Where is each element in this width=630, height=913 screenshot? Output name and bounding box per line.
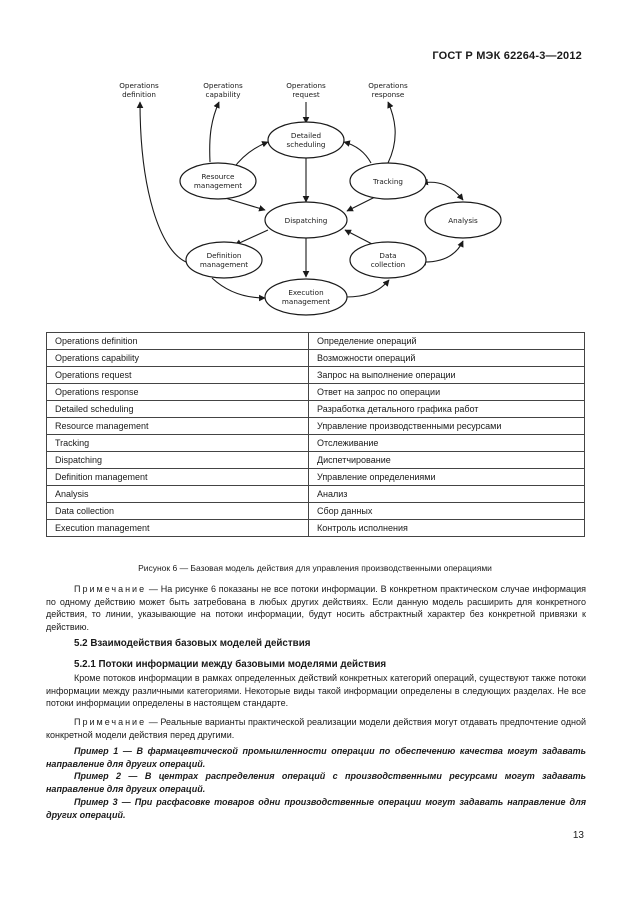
top-label-operations-response xyxy=(368,81,408,99)
note-1-label: Примечание xyxy=(74,584,147,594)
figure-caption: Рисунок 6 — Базовая модель действия для управления производственными операциями xyxy=(138,563,492,573)
table-row xyxy=(47,367,585,384)
svg-text:request: request xyxy=(292,90,320,99)
node-label-analysis xyxy=(448,216,478,225)
svg-text:collection: collection xyxy=(370,260,406,269)
term-english: Execution management xyxy=(47,520,309,537)
note-2-text: — Реальные варианты практической реализации модели действия могут отдавать предпочтение одной конкретной модели действия перед другими. xyxy=(46,717,586,740)
top-label-operations-request xyxy=(286,81,326,99)
table-row xyxy=(47,469,585,486)
svg-text:Operations: Operations xyxy=(203,81,243,90)
note-1-text: — На рисунке 6 показаны не все потоки информации. В конкретном практическом случае информация по одному действию может быть затребована в любых других действиях. Если данную модель расширить для конкретного действия, то линии, указывающие на потоки информации, будут носить абстрактный характер без конкретной привязки к действию. xyxy=(46,584,586,632)
arrow-tracking-analysis xyxy=(422,182,463,200)
table-row xyxy=(47,333,585,350)
section-5-2-1-heading: 5.2.1 Потоки информации между базовыми моделями действия xyxy=(74,659,387,670)
glossary-table xyxy=(46,332,585,537)
term-english: Operations response xyxy=(47,384,309,401)
arrow-tracking-to-dispatching xyxy=(347,197,375,211)
note-2 xyxy=(46,716,586,741)
svg-text:Tracking: Tracking xyxy=(373,177,403,186)
table-row xyxy=(47,452,585,469)
table-row xyxy=(47,520,585,537)
svg-text:Execution: Execution xyxy=(288,288,324,297)
table-row xyxy=(47,401,585,418)
term-english: Operations definition xyxy=(47,333,309,350)
table-row xyxy=(47,384,585,401)
term-russian: Управление производственными ресурсами xyxy=(309,418,585,435)
term-english: Analysis xyxy=(47,486,309,503)
term-english: Tracking xyxy=(47,435,309,452)
term-russian: Управление определениями xyxy=(309,469,585,486)
page-number: 13 xyxy=(572,830,584,841)
svg-text:Dispatching: Dispatching xyxy=(284,216,328,225)
node-label-dispatching xyxy=(285,216,328,225)
arrow-tracking-to-scheduling xyxy=(344,142,371,163)
term-english: Dispatching xyxy=(47,452,309,469)
svg-text:Operations: Operations xyxy=(286,81,326,90)
svg-text:Operations: Operations xyxy=(119,81,159,90)
term-russian: Контроль исполнения xyxy=(309,520,585,537)
example-3: Пример 3 — При расфасовке товаров одни производственные операции могут задавать направление для других операций. xyxy=(46,797,586,820)
term-russian: Сбор данных xyxy=(309,503,585,520)
example-2: Пример 2 — В центрах распределения операций с производственными ресурсами могут задавать направление для других операций. xyxy=(46,771,586,794)
svg-text:definition: definition xyxy=(122,90,156,99)
arrow-tracking-to-operations-response xyxy=(388,102,395,163)
example-1: Пример 1 — В фармацевтической промышленности операции по обеспечению качества могут задавать направление для других операций. xyxy=(46,746,586,769)
arrow-definition-to-operations-definition xyxy=(140,102,186,262)
section-5-2-heading: 5.2 Взаимодействия базовых моделей действия xyxy=(74,638,311,649)
term-english: Resource management xyxy=(47,418,309,435)
table-row xyxy=(47,503,585,520)
term-russian: Анализ xyxy=(309,486,585,503)
svg-text:Operations: Operations xyxy=(368,81,408,90)
top-label-operations-capability xyxy=(203,81,243,99)
note-1 xyxy=(46,583,586,633)
term-russian: Возможности операций xyxy=(309,350,585,367)
svg-text:management: management xyxy=(199,260,249,269)
term-russian: Ответ на запрос по операции xyxy=(309,384,585,401)
arrow-definition-to-execution xyxy=(212,278,265,298)
term-russian: Запрос на выполнение операции xyxy=(309,367,585,384)
svg-text:management: management xyxy=(193,181,243,190)
node-label-tracking xyxy=(372,177,403,186)
arrow-execution-to-collection xyxy=(346,280,389,297)
term-russian: Диспетчирование xyxy=(309,452,585,469)
top-label-operations-definition xyxy=(119,81,159,99)
svg-text:Data: Data xyxy=(379,251,397,260)
operations-activity-diagram xyxy=(0,0,630,320)
note-2-label: Примечание xyxy=(74,717,147,727)
arrow-resource-to-dispatching xyxy=(225,198,265,210)
table-row xyxy=(47,435,585,452)
term-english: Detailed scheduling xyxy=(47,401,309,418)
svg-text:Detailed: Detailed xyxy=(290,131,322,140)
table-row xyxy=(47,418,585,435)
table-row xyxy=(47,350,585,367)
node-label-detailed-scheduling xyxy=(287,131,326,149)
svg-text:management: management xyxy=(281,297,331,306)
svg-text:response: response xyxy=(371,90,405,99)
term-english: Data collection xyxy=(47,503,309,520)
term-english: Definition management xyxy=(47,469,309,486)
node-label-execution-management xyxy=(282,288,330,306)
arrow-dispatching-to-definition xyxy=(235,230,268,245)
svg-text:Definition: Definition xyxy=(206,251,242,260)
arrow-collection-to-dispatching xyxy=(345,230,374,245)
svg-text:Resource: Resource xyxy=(201,172,235,181)
svg-text:scheduling: scheduling xyxy=(286,140,326,149)
term-english: Operations capability xyxy=(47,350,309,367)
term-russian: Определение операций xyxy=(309,333,585,350)
svg-text:capability: capability xyxy=(205,90,241,99)
node-label-definition-management xyxy=(200,251,248,269)
term-english: Operations request xyxy=(47,367,309,384)
term-russian: Отслеживание xyxy=(309,435,585,452)
table-row xyxy=(47,486,585,503)
arrow-resource-to-operations-capability xyxy=(210,102,219,162)
standard-header: ГОСТ Р МЭК 62264-3—2012 xyxy=(432,50,582,62)
term-russian: Разработка детального графика работ xyxy=(309,401,585,418)
arrow-resource-to-scheduling xyxy=(233,142,268,169)
paragraph-5-2-1: Кроме потоков информации в рамках определенных действий конкретных категорий операций, существуют также потоки информации между различными категориями. Некоторые виды такой информации определены в следующих разделах. Не все потоки информации определены в настоящем стандарте. xyxy=(46,673,586,708)
svg-text:Analysis: Analysis xyxy=(448,216,478,225)
